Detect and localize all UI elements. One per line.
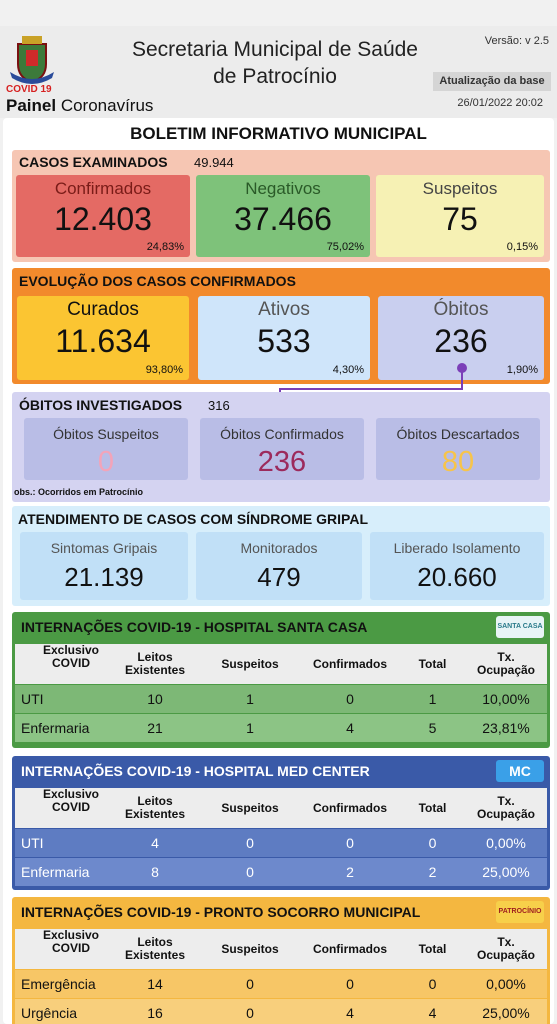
suspeitos-label: Suspeitos: [422, 179, 498, 198]
casos-examinados-section: [12, 150, 550, 262]
obitos-investigados-title: ÓBITOS INVESTIGADOS: [19, 397, 183, 413]
cell: 2: [346, 864, 354, 880]
col-exclusivo-covid: Exclusivo COVID: [42, 787, 100, 814]
confirmados-box[interactable]: [16, 175, 190, 257]
cell: 0: [246, 864, 254, 880]
cell: 23,81%: [482, 720, 530, 736]
obitos-value: 236: [434, 323, 488, 359]
table-row: [15, 858, 547, 886]
cell: 0: [346, 691, 354, 707]
covid-tag: COVID 19: [6, 84, 52, 95]
painel-title: Painel Coronavírus: [6, 96, 154, 115]
negativos-pct: 75,02%: [326, 241, 364, 253]
obitos-confirmados-label: Óbitos Confirmados: [220, 426, 344, 442]
med-center-title: INTERNAÇÕES COVID-19 - HOSPITAL MED CENTER: [21, 763, 370, 779]
cell: 0: [428, 835, 437, 851]
curados-pct: 93,80%: [145, 364, 183, 376]
col-tx-ocupacao: Tx. Ocupação: [476, 794, 536, 821]
confirmados-label: Confirmados: [54, 179, 152, 198]
casos-examinados-total: 49.944: [194, 155, 234, 170]
monitorados-value: 479: [257, 562, 301, 592]
table-row: [15, 685, 547, 713]
sintomas-gripais-label: Sintomas Gripais: [50, 540, 158, 556]
curados-label: Curados: [67, 299, 139, 320]
cell: 21: [147, 720, 163, 736]
col-tx-ocupacao: Tx. Ocupação: [476, 650, 536, 677]
santa-casa-table-header: [15, 644, 547, 684]
atendimento-title: ATENDIMENTO DE CASOS COM SÍNDROME GRIPAL: [18, 511, 369, 527]
obitos-label: Óbitos: [433, 299, 489, 320]
cell: 10: [147, 691, 163, 707]
negativos-value: 37.466: [234, 201, 332, 237]
liberado-isolamento-value: 20.660: [417, 562, 497, 592]
evolucao-title: EVOLUÇÃO DOS CASOS CONFIRMADOS: [19, 273, 296, 289]
cell: 0: [346, 976, 354, 992]
cell: 10,00%: [482, 691, 530, 707]
cell: 14: [147, 976, 163, 992]
ativos-value: 533: [257, 323, 311, 359]
col-tx-ocupacao: Tx. Ocupação: [476, 935, 536, 962]
col-total: Total: [418, 941, 447, 956]
table-row: [15, 999, 547, 1024]
obitos-obs-note: obs.: Ocorridos em Patrocínio: [14, 487, 144, 497]
liberado-isolamento-box[interactable]: [370, 532, 544, 600]
sintomas-gripais-value: 21.139: [64, 562, 144, 592]
cell: 5: [428, 720, 437, 736]
col-leitos-existentes: Leitos Existentes: [124, 650, 186, 677]
monitorados-label: Monitorados: [240, 540, 318, 556]
col-leitos-existentes: Leitos Existentes: [124, 794, 186, 821]
header: [0, 26, 557, 118]
col-exclusivo-covid: Exclusivo COVID: [42, 643, 100, 670]
col-confirmados: Confirmados: [312, 941, 387, 956]
cell: 25,00%: [482, 1005, 530, 1021]
coat-of-arms-logo: [8, 34, 56, 86]
col-total: Total: [418, 656, 447, 671]
cell: 4: [346, 720, 354, 736]
cell: Enfermaria: [21, 864, 90, 880]
col-suspeitos: Suspeitos: [221, 800, 279, 815]
cell: 4: [151, 835, 159, 851]
confirmados-pct: 24,83%: [146, 241, 184, 253]
negativos-label: Negativos: [245, 179, 321, 198]
page-title: Secretaria Municipal de Saúde de Patrocínio: [131, 38, 418, 88]
col-suspeitos: Suspeitos: [221, 941, 279, 956]
obitos-suspeitos-label: Óbitos Suspeitos: [53, 426, 159, 442]
obitos-suspeitos-value: 0: [97, 446, 115, 478]
patrocinio-logo: PATROCÍNIO: [496, 901, 544, 923]
obitos-confirmados-box[interactable]: [200, 418, 364, 480]
suspeitos-box[interactable]: [376, 175, 544, 257]
santa-casa-section: [12, 612, 550, 748]
update-label: Atualização da base: [433, 72, 551, 91]
cell: UTI: [21, 835, 44, 851]
cell: 8: [151, 864, 159, 880]
obitos-investigados-section: [12, 392, 550, 502]
update-date: 26/01/2022 20:02: [457, 97, 543, 109]
cell: 0: [246, 835, 254, 851]
obitos-descartados-label: Óbitos Descartados: [396, 426, 520, 442]
pronto-socorro-title: INTERNAÇÕES COVID-19 - PRONTO SOCORRO MUNICIPAL: [21, 904, 421, 920]
cell: 0,00%: [486, 976, 526, 992]
ativos-pct: 4,30%: [332, 364, 364, 376]
atendimento-section: [12, 506, 550, 606]
sintomas-gripais-box[interactable]: [20, 532, 188, 600]
cell: Emergência: [21, 976, 96, 992]
col-confirmados: Confirmados: [312, 656, 387, 671]
col-leitos-existentes: Leitos Existentes: [124, 935, 186, 962]
cell: 16: [147, 1005, 163, 1021]
ativos-label: Ativos: [258, 299, 310, 320]
obitos-descartados-value: 80: [441, 446, 475, 478]
cell: UTI: [21, 691, 44, 707]
cell: Urgência: [21, 1005, 78, 1021]
pronto-socorro-section: [12, 897, 550, 1024]
table-row: [15, 829, 547, 857]
monitorados-box[interactable]: [196, 532, 362, 600]
cell: 1: [246, 691, 254, 707]
col-exclusivo-covid: Exclusivo COVID: [42, 928, 100, 955]
col-total: Total: [418, 800, 447, 815]
suspeitos-value: 75: [442, 201, 478, 237]
cell: 25,00%: [482, 864, 530, 880]
suspeitos-pct: 0,15%: [506, 241, 538, 253]
bulletin-title: BOLETIM INFORMATIVO MUNICIPAL: [130, 124, 427, 143]
cell: 0,00%: [486, 835, 526, 851]
obitos-pct: 1,90%: [506, 364, 538, 376]
col-suspeitos: Suspeitos: [221, 656, 279, 671]
negativos-box[interactable]: [196, 175, 370, 257]
curados-value: 11.634: [55, 323, 151, 359]
cell: 0: [246, 1005, 254, 1021]
med-center-logo: MC: [496, 760, 544, 782]
col-confirmados: Confirmados: [312, 800, 387, 815]
obitos-confirmados-value: 236: [257, 446, 307, 478]
cell: 4: [428, 1005, 437, 1021]
casos-examinados-title: CASOS EXAMINADOS: [19, 154, 168, 170]
cell: 2: [428, 864, 437, 880]
santa-casa-logo: SANTA CASA: [496, 616, 544, 638]
cell: 4: [346, 1005, 354, 1021]
obitos-investigados-total: 316: [208, 398, 230, 413]
obitos-suspeitos-box[interactable]: [24, 418, 188, 480]
confirmados-value: 12.403: [54, 201, 152, 237]
cell: 1: [246, 720, 254, 736]
cell: 1: [428, 691, 437, 707]
version-label: Versão: v 2.5: [484, 35, 549, 47]
pronto-socorro-table-header: [15, 929, 547, 969]
liberado-isolamento-label: Liberado Isolamento: [393, 540, 521, 556]
obitos-descartados-box[interactable]: [376, 418, 540, 480]
table-row: [15, 714, 547, 742]
cell: 0: [428, 976, 437, 992]
table-row: [15, 970, 547, 998]
cell: Enfermaria: [21, 720, 90, 736]
cell: 0: [246, 976, 254, 992]
med-center-table-header: [15, 788, 547, 828]
santa-casa-title: INTERNAÇÕES COVID-19 - HOSPITAL SANTA CASA: [21, 619, 368, 635]
med-center-section: [12, 756, 550, 890]
curados-box[interactable]: [17, 296, 189, 380]
cell: 0: [346, 835, 354, 851]
